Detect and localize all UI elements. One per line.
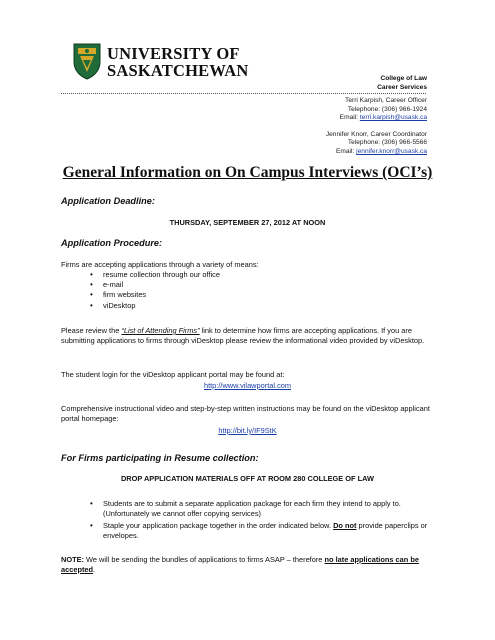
note-label: NOTE: — [61, 555, 84, 564]
list-item: • resume collection through our office — [90, 270, 220, 280]
list-item: • viDesktop — [90, 301, 220, 311]
contact-2-name: Jennifer Knorr, Career Coordinator — [325, 130, 427, 138]
bullet2-text-post: provide paperclips or envelopes. — [103, 521, 428, 540]
review-text-pre: Please review the — [61, 326, 122, 335]
contact-2-email-label: Email: — [336, 147, 357, 155]
note-text-pre: We will be sending the bundles of applications to firms ASAP – therefore — [84, 555, 325, 564]
contact-2-phone: Telephone: (306) 966-5566 — [347, 139, 427, 147]
resume-heading: For Firms participating in Resume collection: — [61, 453, 259, 463]
login-text: The student login for the viDesktop applicant portal may be found at: — [61, 370, 285, 379]
logo-line-2: SASKATCHEWAN — [107, 61, 249, 80]
contacts-block — [326, 97, 427, 157]
procedure-heading: Application Procedure: — [61, 238, 163, 248]
note-emphasis: no late applications can be accepted — [61, 555, 419, 574]
bullet2-emphasis: Do not — [333, 521, 357, 530]
review-paragraph — [61, 326, 441, 346]
instructions-link[interactable]: http://bit.ly/IF9StK — [218, 426, 277, 435]
vilawportal-link[interactable]: http://www.vilawportal.com — [203, 381, 292, 390]
header-divider — [61, 93, 426, 94]
contact-2-email-link[interactable]: jennifer.knorr@usask.ca — [356, 147, 427, 155]
dept-line-2: Career Services — [377, 84, 427, 91]
contact-2-email-row — [326, 148, 427, 157]
university-name — [107, 45, 248, 79]
list-item: • Students are to submit a separate application package for each firm they intend to apply to. (Unfortunately we cannot offer copying services) — [90, 499, 440, 519]
contact-1-phone: Telephone: (306) 966-1924 — [347, 105, 427, 113]
university-logo — [72, 42, 272, 82]
dept-line-1: College of Law — [380, 75, 427, 82]
department-block — [377, 74, 427, 92]
instructions-text: Comprehensive instructional video and step-by-step written instructions may be found on the viDesktop applicant portal homepage: — [61, 404, 430, 423]
note-paragraph — [61, 555, 441, 575]
list-item: • firm websites — [90, 290, 220, 300]
list-item: • e-mail — [90, 280, 220, 290]
contact-1-email-link[interactable]: terri.karpish@usask.ca — [359, 114, 427, 122]
deadline-heading: Application Deadline: — [61, 196, 155, 206]
list-item — [90, 521, 440, 541]
deadline-value: THURSDAY, SEPTEMBER 27, 2012 AT NOON — [169, 218, 326, 227]
contact-1-name: Terri Karpish, Career Officer — [345, 97, 427, 104]
dropoff-instruction: DROP APPLICATION MATERIALS OFF AT ROOM 280 COLLEGE OF LAW — [120, 474, 375, 483]
resume-rules-list — [90, 499, 440, 543]
bullet2-text-pre: Staple your application package together in the order indicated below. — [103, 521, 334, 530]
logo-line-1: UNIVERSITY OF — [107, 44, 240, 63]
procedure-intro: Firms are accepting applications through a variety of means: — [61, 260, 259, 269]
review-text-post: link to determine how firms are accepting applications. If you are submitting applications to firms through viDesktop please review the informational video provided by viDesktop. — [61, 326, 425, 345]
page-title: General Information on On Campus Interviews (OCI’s) — [62, 164, 433, 181]
attending-firms-link[interactable]: “List of Attending Firms” — [121, 326, 200, 335]
means-list — [90, 270, 220, 311]
note-text-post: . — [93, 565, 96, 574]
contact-1-email-row — [326, 114, 427, 123]
contact-1-email-label: Email: — [339, 114, 360, 122]
university-crest-icon — [72, 42, 102, 80]
